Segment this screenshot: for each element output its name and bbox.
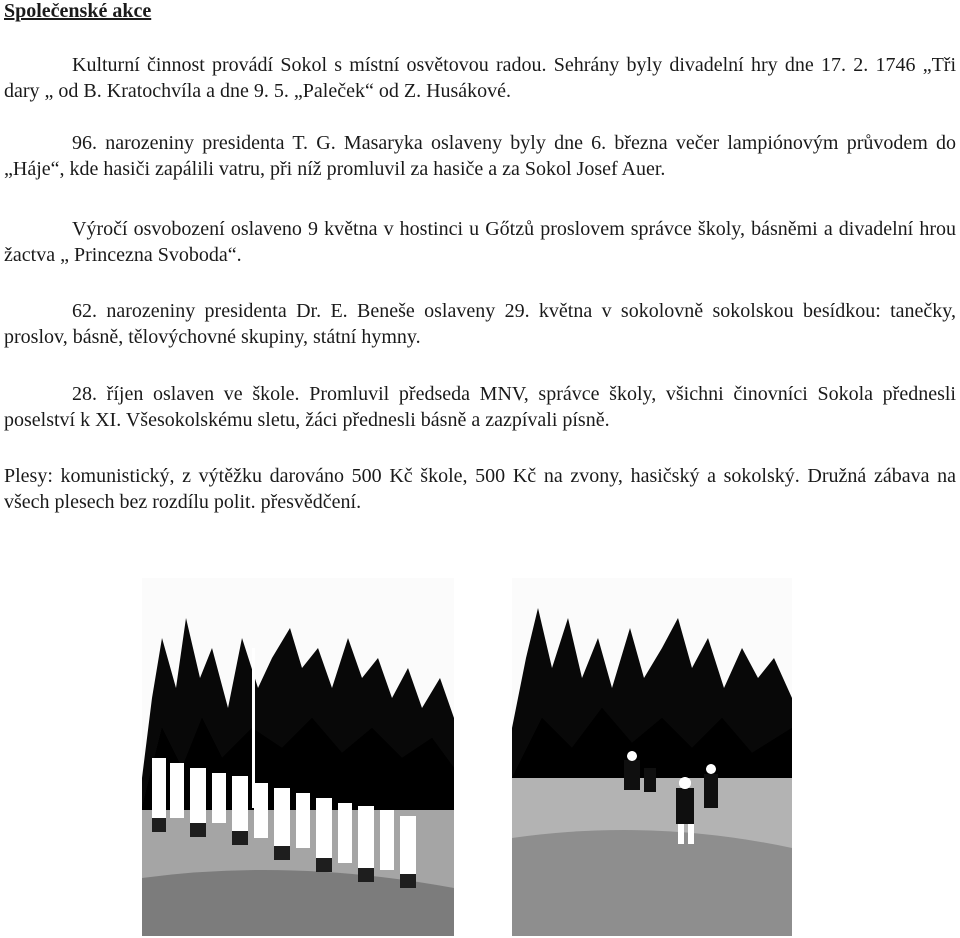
paragraph-masaryk: 96. narozeniny presidenta T. G. Masaryka oslaveny byly dne 6. března večer lampiónovým průvodem do „Háje“, kde hasiči zapálili vatru, při níž promluvil za hasiče a za Sokol Josef Auer.: [4, 132, 956, 180]
paragraph-october: 28. říjen oslaven ve škole. Promluvil předseda MNV, správce školy, všichni činovníci Sokola přednesli poselství k XI. Všesokolskému sletu, žáci přednesli básně a zazpívali písně.: [4, 383, 956, 431]
section-heading: Společenské akce: [4, 0, 152, 22]
photo-field-activity: [512, 578, 792, 936]
photo-group-gathering: [142, 578, 454, 936]
paragraph-culture: Kulturní činnost provádí Sokol s místní osvětovou radou. Sehrány byly divadelní hry dne 17. 2. 1746 „Tři dary „ od B. Kratochvíla a dne 9. 5. „Paleček“ od Z. Husákové.: [4, 54, 956, 102]
paragraph-liberation: Výročí osvobození oslaveno 9 května v hostinci u Gőtzů proslovem správce školy, básněmi a divadelní hrou žactva „ Princezna Svoboda“.: [4, 218, 956, 266]
paragraph-benes: 62. narozeniny presidenta Dr. E. Beneše oslaveny 29. května v sokolovně sokolskou besídkou: tanečky, proslov, básně, tělovýchovné skupiny, státní hymny.: [4, 300, 956, 348]
photo-field-activity-image: [512, 578, 792, 936]
paragraph-balls: Plesy: komunistický, z výtěžku darováno 500 Kč škole, 500 Kč na zvony, hasičský a sokolský. Družná zábava na všech plesech bez rozdílu polit. přesvědčení.: [4, 465, 956, 513]
photo-group-gathering-image: [142, 578, 454, 936]
